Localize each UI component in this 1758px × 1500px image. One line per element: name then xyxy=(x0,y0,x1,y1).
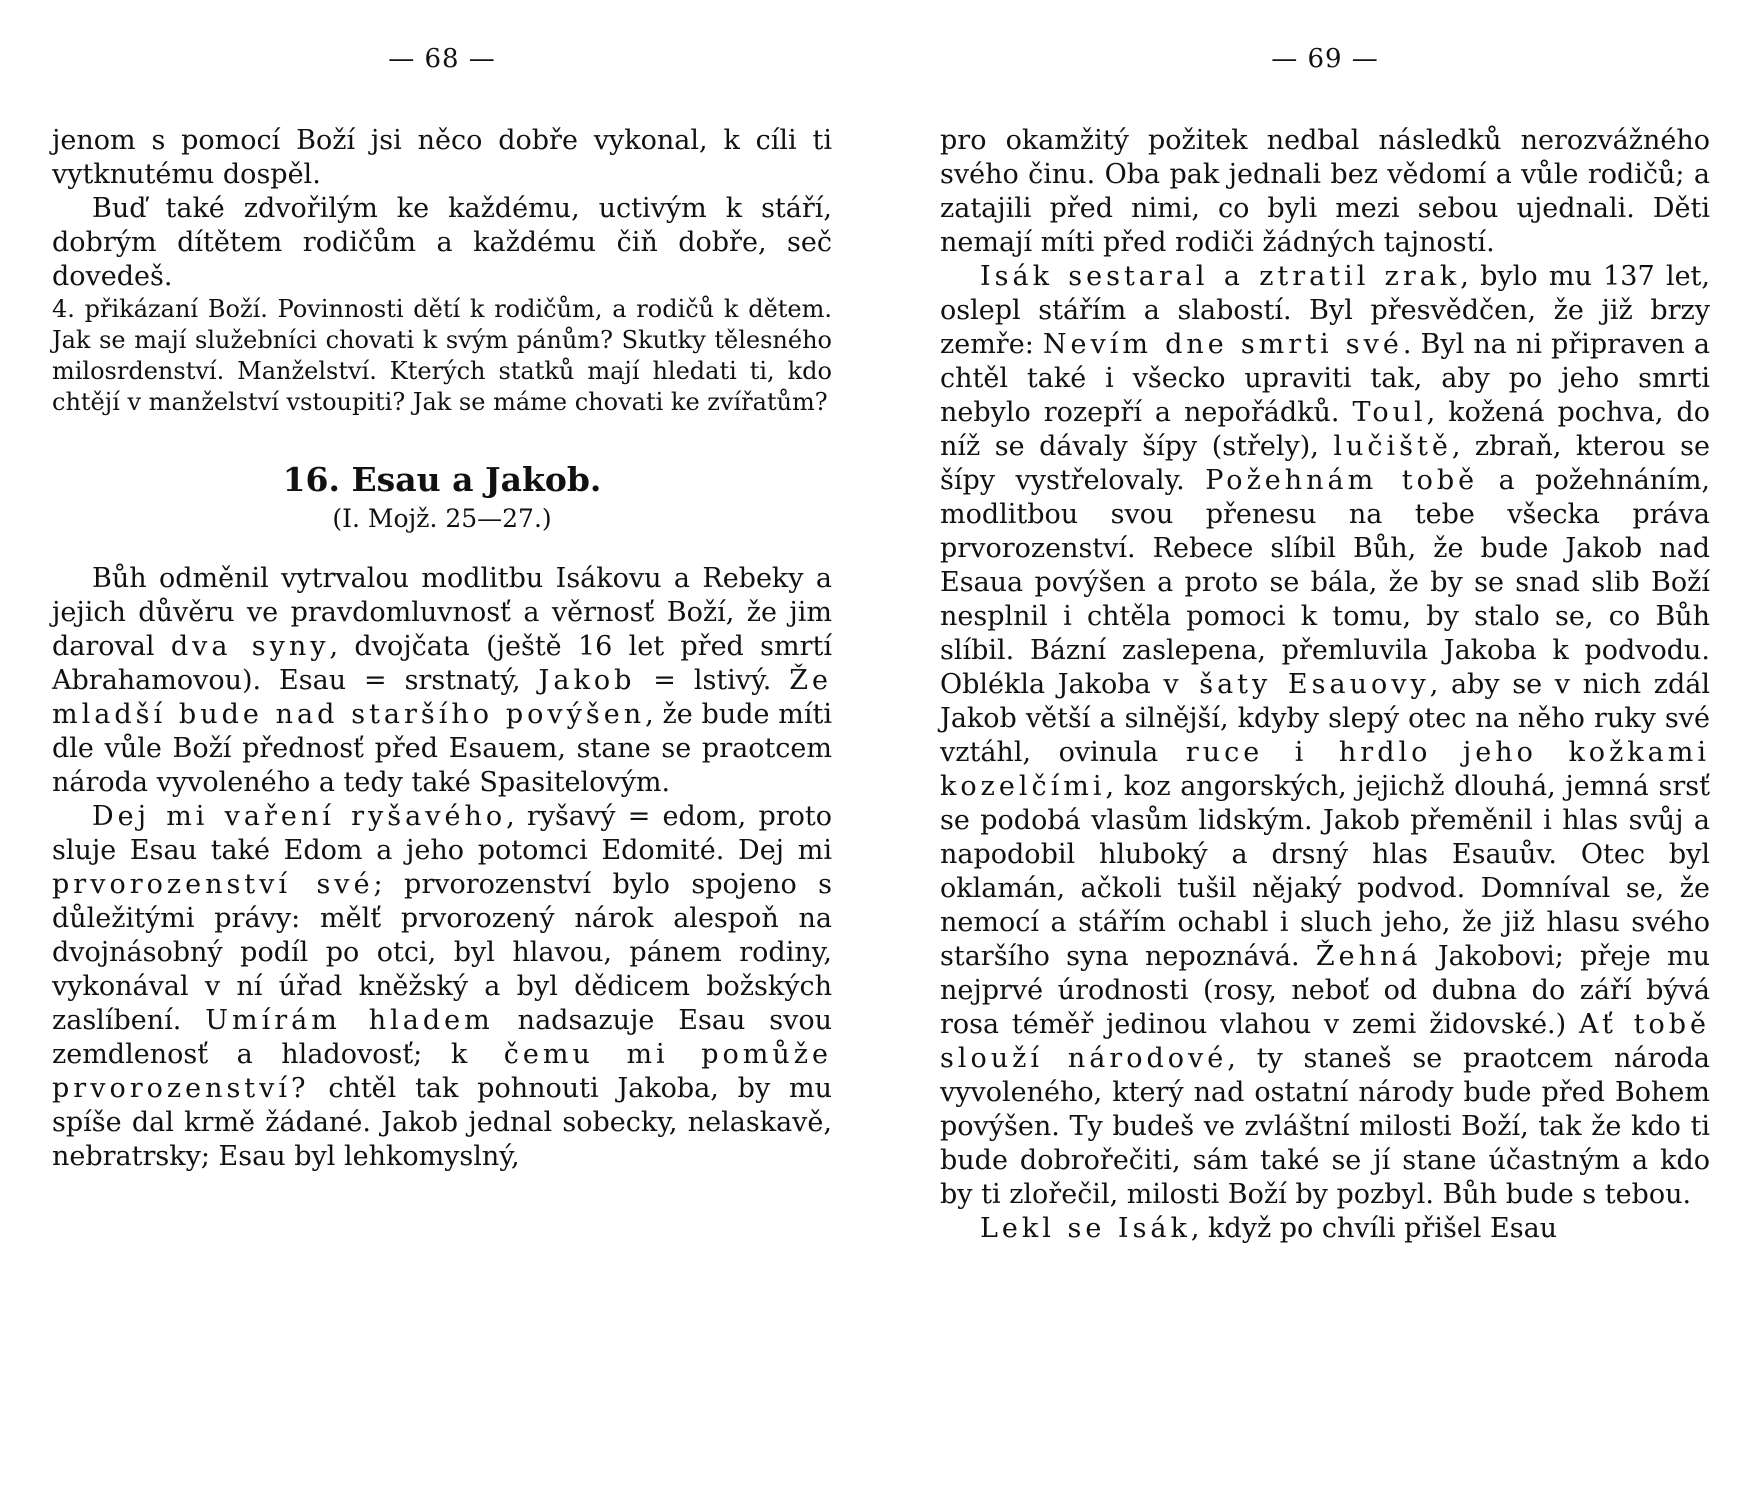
text-span: Jakobovi; přeje mu nejprvé úrodnosti (rosy, neboť od dubna do září bývá rosa téměř jedinou vlahou v zemi židovské.) xyxy=(940,941,1710,1040)
body-paragraph-birthright xyxy=(52,800,832,1174)
spaced-emphasis: prvorozenství své xyxy=(52,869,374,900)
text-span: , když po chvíli přišel Esau xyxy=(1190,1213,1558,1244)
text-span: , ryšavý = edom, proto sluje Esau také Edom a jeho potomci Edomité. Dej mi xyxy=(52,801,833,866)
text-span: , dvojčata (ještě 16 let před smrtí Abrahamovou). Esau = srstnatý, xyxy=(52,631,832,696)
body-paragraph-esau-returns xyxy=(940,1212,1710,1246)
section-title: 16. Esau a Jakob. xyxy=(282,460,602,499)
text-span: , ty staneš se praotcem národa vyvoleného, který nad ostatní národy bude před Bohem povýšen. Ty budeš ve zvláštní milosti Boží, tak že kdo ti bude dobrořečiti, sám také se jí stane účastným a kdo by ti zlořečil, milosti Boží by pozbyl. Bůh bude s tebou. xyxy=(940,1043,1710,1210)
spaced-emphasis: Žehná xyxy=(1315,941,1422,972)
text-span: . Byl na ni připraven a chtěl také i všecko upraviti tak, aby po jeho smrti nebylo rozepří a nepořádků. xyxy=(940,329,1710,428)
text-span: , zbraň, kterou se šípy vystřelovaly. xyxy=(940,431,1710,496)
text-span: , koz angorských, jejichž dlouhá, jemná srsť se podobá vlasům lidským. Jakob přeměnil i hlas svůj a napodobil hluboký a drsný hlas Esauův. Otec byl oklamán, ačkoli tušil nějaký podvod. Domníval se, že nemocí a stářím ochabl i sluch jeho, že již hlasu svého staršího syna nepoznává. xyxy=(940,771,1710,972)
spaced-emphasis: Dej mi vaření ryšavého xyxy=(92,801,507,832)
text-span: a požehnáním, modlitbou svou přenesu na tebe všecka práva prvorozenství. Rebece slíbil Bůh, že bude Jakob nad Esaua povýšen a proto se bála, že by se snad slib Boží nesplnil i chtěla pomoci k tomu, by stalo se, co Bůh slíbil. Bázní zaslepena, přemluvila Jakoba k podvodu. Oblékla Jakoba xyxy=(940,465,1711,700)
spaced-emphasis: Lekl se Isák xyxy=(980,1213,1191,1244)
spaced-emphasis: ruce i hrdlo jeho kožkami kozelčími xyxy=(940,737,1710,802)
spaced-emphasis: Požehnám tobě xyxy=(1205,465,1479,496)
spaced-emphasis: Že mladší bude nad staršího povýšen xyxy=(52,665,832,730)
text-span: , aby se v nich zdál Jakob větší a silnější, kdyby slepý otec na něho ruky své vztáhl, ovinula xyxy=(940,669,1710,768)
courtesy-paragraph: Buď také zdvořilým ke každému, uctivým k stáří, dobrým dítětem rodičům a každému čiň dobře, seč dovedeš. xyxy=(52,193,832,292)
right-page-number: — 69 — xyxy=(1271,44,1379,74)
text-span: = lstivý. xyxy=(635,665,790,696)
text-span: chtěl tak pohnouti Jakoba, by mu spíše dal krmě žádané. Jakob jednal sobecky, nelaskavě, nebratrsky; Esau byl lehkomyslný, xyxy=(52,1073,832,1172)
right-page-body xyxy=(940,124,1710,1246)
text-span: nadsazuje Esau svou zemdlenosť a hladovosť; xyxy=(52,1005,833,1070)
body-paragraph-isaac xyxy=(940,260,1710,1212)
text-span: , kožená pochva, do níž se dávaly šípy (střely), xyxy=(940,397,1710,462)
section-reference: (I. Mojž. 25—27.) xyxy=(332,504,552,533)
spaced-emphasis: Jakob xyxy=(538,665,636,696)
spaced-emphasis: Nevím dne smrti své xyxy=(1042,329,1403,360)
spaced-emphasis: k čemu mi pomůže prvorozenství? xyxy=(52,1039,832,1104)
continuation-paragraph: pro okamžitý požitek nedbal následků nerozvážného svého činu. Oba pak jednali bez vědomí a vůle rodičů; a zatajili před nimi, co byli mezi sebou ujednali. Děti nemají míti před rodiči žádných tajností. xyxy=(940,125,1710,258)
spaced-emphasis: Isák sestaral a ztratil zrak xyxy=(980,261,1461,292)
text-span: Bůh odměnil vytrvalou modlitbu Isákovu a Rebeky a jejich důvěru ve pravdomluvnosť a věrnosť Boží, že jim daroval xyxy=(52,563,832,662)
text-span: ; prvorozenství bylo spojeno s důležitými právy: mělť prvorozený nárok alespoň na dvojnásobný podíl po otci, byl hlavou, pánem rodiny, vykonával v ní úřad kněžský a byl dědicem božských zaslíbení. xyxy=(52,869,832,1036)
spaced-emphasis: Ať tobě slouží národové xyxy=(940,1009,1711,1074)
spaced-emphasis: Toul xyxy=(1352,397,1427,428)
right-page xyxy=(940,0,1710,1500)
spaced-emphasis: Umírám hladem xyxy=(205,1005,494,1036)
left-page-body xyxy=(52,124,832,1174)
commandment-summary: 4. přikázaní Boží. Povinnosti dětí k rodičům, a rodičů k dětem. Jak se mají služebníci chovati k svým pánům? Skutky tělesného milosrdenství. Manželství. Kterých statků mají hledati ti, kdo chtějí v manželství vstoupiti? Jak se máme chovati ke zvířatům? xyxy=(52,295,832,416)
spaced-emphasis: v šaty Esauovy xyxy=(1163,669,1430,700)
intro-paragraph: jenom s pomocí Boží jsi něco dobře vykonal, k cíli ti vytknutému dospěl. xyxy=(52,125,832,190)
left-page xyxy=(52,0,832,1500)
text-span: , že bude míti dle vůle Boží přednosť před Esauem, stane se praotcem národa vyvoleného a tedy také Spasitelovým. xyxy=(52,699,832,798)
body-paragraph-sons xyxy=(52,562,832,800)
spaced-emphasis: lučiště xyxy=(1333,431,1452,462)
left-page-number: — 68 — xyxy=(388,44,496,74)
spaced-emphasis: dva syny xyxy=(170,631,330,662)
text-span: , bylo mu 137 let, oslepl stářím a slabostí. Byl přesvědčen, že již brzy zemře: xyxy=(940,261,1710,360)
